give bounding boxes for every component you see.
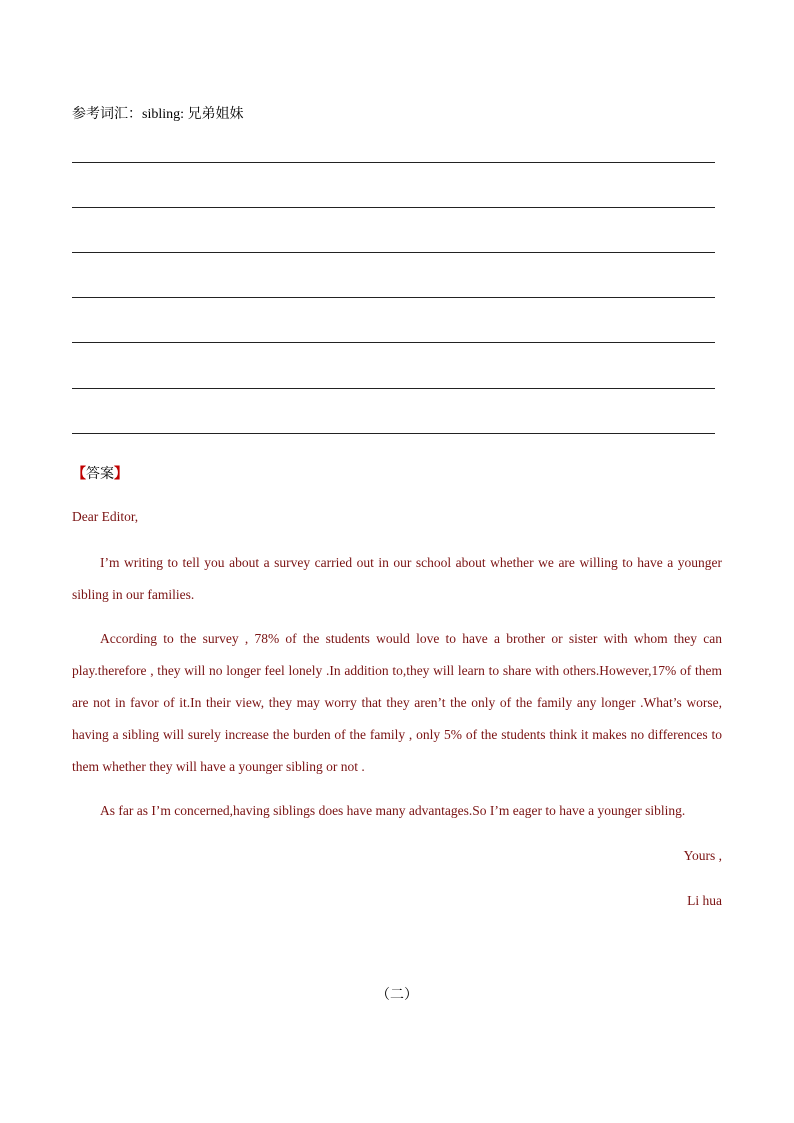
closing: Yours , — [683, 848, 722, 863]
salutation: Dear Editor, — [72, 509, 139, 524]
bracket-open: 【 — [72, 467, 86, 482]
writing-line — [72, 433, 715, 434]
vocabulary-hint: 参考词汇：sibling: 兄弟姐妹 — [72, 107, 244, 122]
paragraph-3: As far as I’m concerned,having siblings does have many advantages.So I’m eager to have a younger sibling. — [100, 803, 686, 818]
writing-line — [72, 297, 715, 298]
writing-line — [72, 207, 715, 208]
section-marker: （二） — [376, 988, 418, 1003]
bracket-close: 】 — [114, 467, 128, 482]
paragraph-1: I’m writing to tell you about a survey carried out in our school about whether we are willing to have a younger sibling in our families. — [72, 555, 722, 602]
signature: Li hua — [687, 893, 722, 908]
writing-line — [72, 162, 715, 163]
writing-line — [72, 342, 715, 343]
writing-line — [72, 252, 715, 253]
paragraph-2: According to the survey , 78% of the students would love to have a brother or sister with whom they can play.therefore , they will no longer feel lonely .In addition to,they will learn to share with others.However,17% of them are not in favor of it.In their view, they may worry that they aren’t the only of the family any longer .What’s worse, having a sibling will surely increase the burden of the family , only 5% of the students think it makes no differences to them whether they will have a younger sibling or not . — [72, 631, 722, 774]
answer-heading — [72, 463, 128, 483]
writing-line — [72, 388, 715, 389]
answer-heading-text: 答案 — [86, 467, 114, 482]
